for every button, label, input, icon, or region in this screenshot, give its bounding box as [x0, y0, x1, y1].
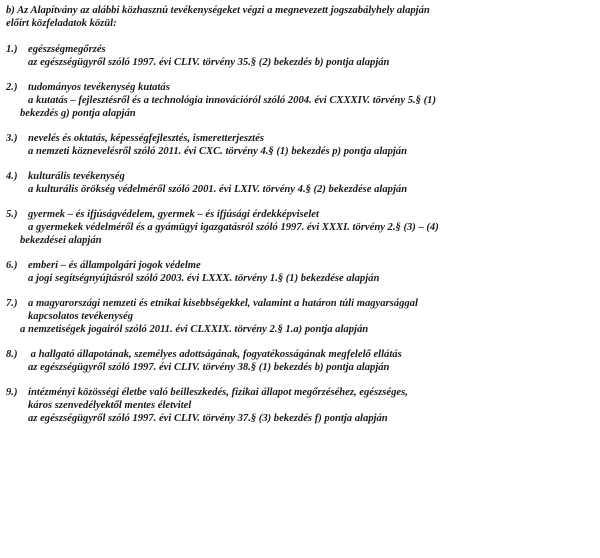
list-item-5 — [6, 208, 596, 247]
item-law: az egészségügyről szóló 1997. évi CLIV. törvény 38.§ (1) bekezdés b) pontja alapján — [28, 362, 390, 373]
intro-line: b) Az Alapítvány az alábbi közhasznú tevékenységeket végzi a megnevezett jogszabályhely alapján — [6, 5, 430, 16]
item-number: 6.) — [6, 260, 18, 271]
item-law: az egészségügyről szóló 1997. évi CLIV. törvény 37.§ (3) bekezdés f) pontja alapján — [28, 413, 388, 424]
item-title-continued: káros szenvedélyektől mentes életvitel — [28, 400, 192, 411]
item-title: 7.) a magyarországi nemzeti és etnikai kisebbségekkel, valamint a határon túli magyarsággal — [6, 298, 418, 309]
item-number: 9.) — [6, 387, 18, 398]
item-title: 3.) nevelés és oktatás, képességfejlesztés, ismeretterjesztés — [6, 133, 264, 144]
item-number: 4.) — [6, 171, 18, 182]
item-title: 6.) emberi – és állampolgári jogok védelme — [6, 260, 201, 271]
item-law: a kulturális örökség védelméről szóló 2001. évi LXIV. törvény 4.§ (2) bekezdése alapján — [28, 184, 408, 195]
item-title: 2.) tudományos tevékenység kutatás — [6, 82, 170, 93]
item-law: a kutatás – fejlesztésről és a technológia innovációról szóló 2004. évi CXXXIV. törvény 5.§ (1) — [28, 95, 436, 106]
item-number: 8.) — [6, 349, 18, 360]
item-law-continued: bekezdései alapján — [20, 235, 102, 246]
item-law: a jogi segítségnyújtásról szóló 2003. évi LXXX. törvény 1.§ (1) bekezdése alapján — [28, 273, 380, 284]
intro-line: előírt közfeladatok közül: — [6, 18, 117, 29]
item-law: az egészségügyről szóló 1997. évi CLIV. törvény 35.§ (2) bekezdés b) pontja alapján — [28, 57, 390, 68]
list-item-7 — [6, 297, 596, 336]
list-item-6 — [6, 259, 596, 285]
list-item-2 — [6, 81, 596, 120]
item-law-continued: bekezdés g) pontja alapján — [20, 108, 136, 119]
item-title: 8.) a hallgató állapotának, személyes adottságának, fogyatékosságának megfelelő ellátás — [6, 349, 402, 360]
item-title: 9.) intézményi közösségi életbe való beilleszkedés, fizikai állapot megőrzéséhez, egészséges, — [6, 387, 408, 398]
item-title: 4.) kulturális tevékenység — [6, 171, 125, 182]
item-number: 7.) — [6, 298, 18, 309]
item-number: 2.) — [6, 82, 18, 93]
list-item-9 — [6, 386, 596, 425]
list-item-4 — [6, 170, 596, 196]
list-item-1 — [6, 43, 596, 69]
item-title: 1.) egészségmegőrzés — [6, 44, 106, 55]
item-title: 5.) gyermek – és ifjúságvédelem, gyermek – és ifjúsági érdekképviselet — [6, 209, 319, 220]
list-item-3 — [6, 132, 596, 158]
document-page — [6, 4, 596, 437]
intro-paragraph — [6, 4, 596, 30]
item-title-continued: kapcsolatos tevékenység — [28, 311, 134, 322]
item-number: 5.) — [6, 209, 18, 220]
item-number: 3.) — [6, 133, 18, 144]
item-number: 1.) — [6, 44, 18, 55]
item-law: a nemzeti köznevelésről szóló 2011. évi CXC. törvény 4.§ (1) bekezdés p) pontja alapján — [28, 146, 408, 157]
item-law: a gyermekek védelméről és a gyámügyi igazgatásról szóló 1997. évi XXXI. törvény 2.§ (3) – (4) — [28, 222, 439, 233]
list-item-8 — [6, 348, 596, 374]
item-law: a nemzetiségek jogairól szóló 2011. évi CLXXIX. törvény 2.§ 1.a) pontja alapján — [20, 324, 369, 335]
